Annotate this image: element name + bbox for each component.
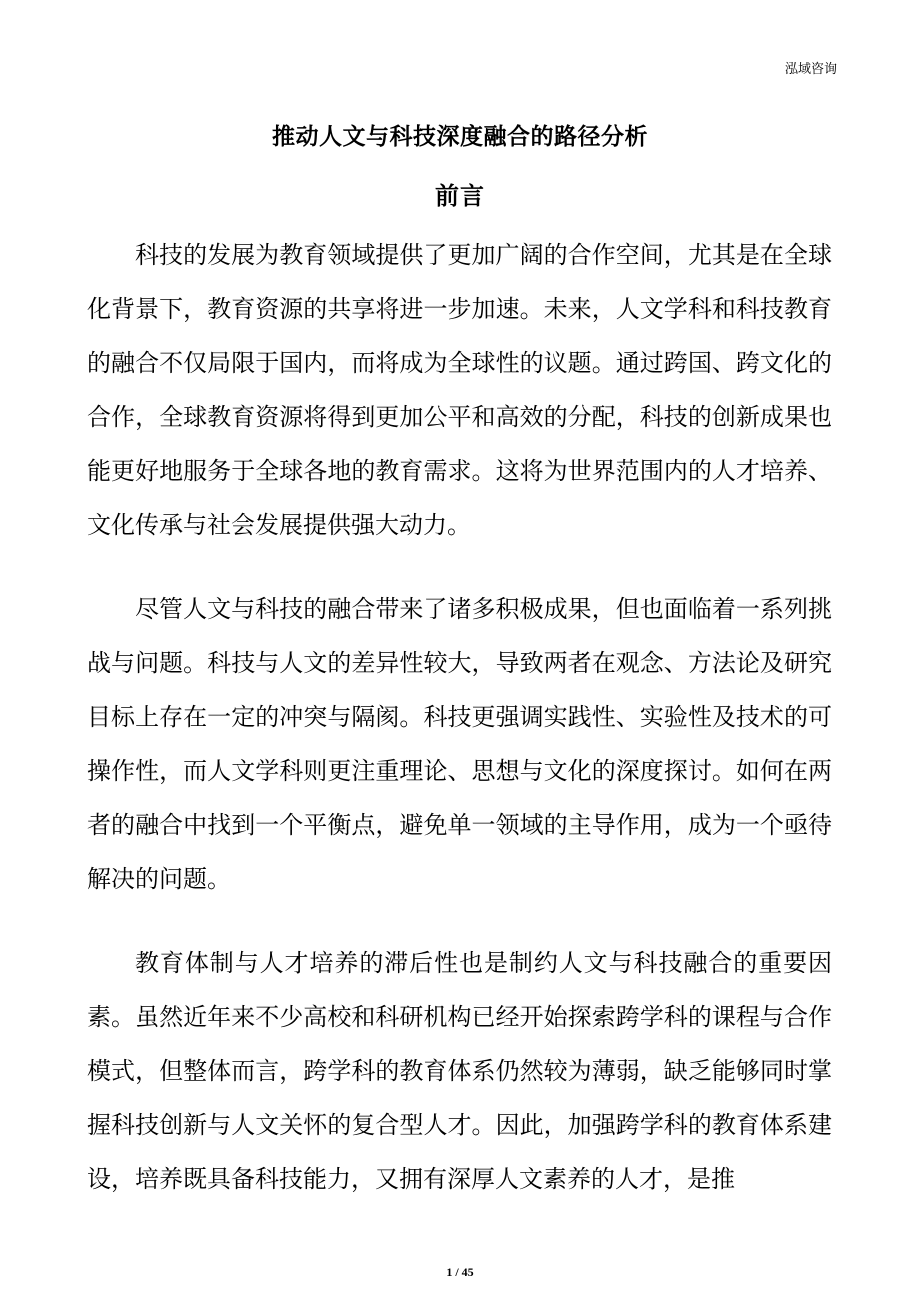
header-brand: 泓域咨询: [784, 62, 837, 77]
page-number: 1 / 45: [446, 1265, 474, 1279]
paragraph-1: 科技的发展为教育领域提供了更加广阔的合作空间，尤其是在全球化背景下，教育资源的共享将进一步加速。未来，人文学科和科技教育的融合不仅局限于国内，而将成为全球性的议题。通过跨国、跨文化的合作，全球教育资源将得到更加公平和高效的分配，科技的创新成果也能更好地服务于全球各地的教育需求。这将为世界范围内的人才培养、文化传承与社会发展提供强大动力。: [87, 241, 832, 539]
paragraph-2: 尽管人文与科技的融合带来了诸多积极成果，但也面临着一系列挑战与问题。科技与人文的差异性较大，导致两者在观念、方法论及研究目标上存在一定的冲突与隔阂。科技更强调实践性、实验性及技术的可操作性，而人文学科则更注重理论、思想与文化的深度探讨。如何在两者的融合中找到一个平衡点，避免单一领域的主导作用，成为一个亟待解决的问题。: [87, 595, 832, 893]
paragraph-3: 教育体制与人才培养的滞后性也是制约人文与科技融合的重要因素。虽然近年来不少高校和科研机构已经开始探索跨学科的课程与合作模式，但整体而言，跨学科的教育体系仍然较为薄弱，缺乏能够同时掌握科技创新与人文关怀的复合型人才。因此，加强跨学科的教育体系建设，培养既具备科技能力，又拥有深厚人文素养的人才，是推: [87, 949, 832, 1193]
document-title: 推动人文与科技深度融合的路径分析: [272, 124, 648, 150]
document-body: [87, 228, 832, 1236]
section-title: 前言: [435, 182, 485, 210]
